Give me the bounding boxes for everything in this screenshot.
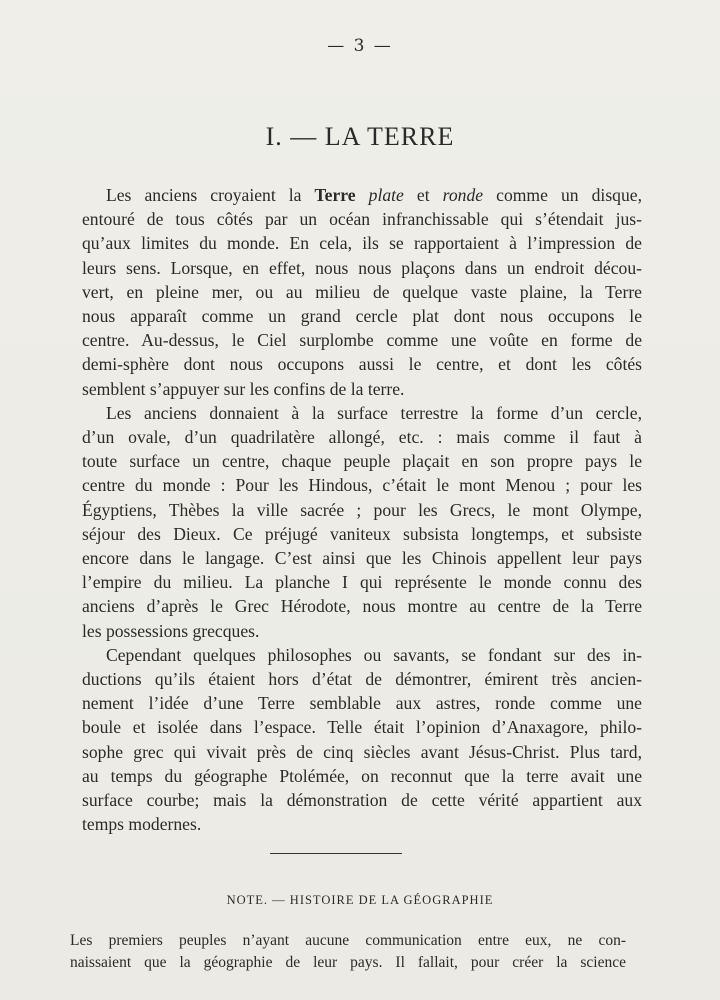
- paragraph-line: vert, en pleine mer, ou au milieu de quelque vaste plaine, la Terre: [82, 281, 642, 302]
- paragraph-line: sophe grec qui vivait près de cinq siècles avant Jésus-Christ. Plus tard,: [82, 741, 642, 762]
- paragraph-line: l’empire du milieu. La planche I qui représente le monde connu des: [82, 572, 642, 593]
- paragraph-line: au temps du géographe Ptolémée, on reconnut que la terre avait une: [82, 765, 642, 786]
- paragraph-line: demi-sphère dont nous occupons aussi le centre, et dont les côtés: [82, 354, 642, 375]
- paragraph-line: boule et isolée dans l’espace. Telle était l’opinion d’Anaxagore, philo-: [82, 717, 642, 738]
- page-number: — 3 —: [327, 36, 393, 56]
- note-text: [70, 930, 626, 974]
- paragraph-line: Cependant quelques philosophes ou savants, se fondant sur des in-: [106, 644, 642, 665]
- section-divider: [270, 853, 402, 854]
- paragraph-line: centre. Au-dessus, le Ciel surplombe comme une voûte en forme de: [82, 330, 642, 351]
- paragraph-line: séjour des Dieux. Ce préjugé vaniteux subsista longtemps, et subsiste: [82, 523, 642, 544]
- chapter-title: I. — LA TERRE: [265, 122, 455, 151]
- paragraph-line: leurs sens. Lorsque, en effet, nous nous plaçons dans un endroit décou-: [82, 257, 642, 278]
- italic-term: ronde: [442, 185, 484, 205]
- paragraph-line: Les anciens donnaient à la surface terrestre la forme d’un cercle,: [106, 402, 642, 423]
- paragraph-line: surface courbe; mais la démonstration de cette vérité appartient aux: [82, 790, 642, 811]
- paragraph-line: temps modernes.: [82, 814, 202, 835]
- note-line: Les premiers peuples n’ayant aucune communication entre eux, ne con-: [70, 932, 626, 949]
- paragraph-line: entouré de tous côtés par un océan infranchissable qui s’étendait jus-: [82, 209, 642, 230]
- paragraph-line: toute surface un centre, chaque peuple plaçait en son propre pays le: [82, 451, 642, 472]
- paragraph-line: d’un ovale, d’un quadrilatère allongé, etc. : mais comme il faut à: [82, 427, 642, 448]
- paragraph-line: les possessions grecques.: [82, 620, 260, 641]
- paragraph-line: anciens d’après le Grec Hérodote, nous montre au centre de la Terre: [82, 596, 642, 617]
- bold-term: Terre: [314, 185, 356, 205]
- paragraph-1: [82, 183, 642, 207]
- paragraph-line: Égyptiens, Thèbes la ville sacrée ; pour les Grecs, le mont Olympe,: [82, 499, 642, 520]
- inline-text: comme un disque,: [496, 185, 642, 205]
- paragraph-line: ductions qu’ils étaient hors d’état de démontrer, émirent très ancien-: [82, 669, 642, 690]
- paragraph-line: Les anciens croyaient la Terre plate et ronde comme un disque,: [106, 185, 642, 205]
- note-line: naissaient que la géographie de leur pays. Il fallait, pour créer la science: [70, 954, 626, 971]
- paragraph-1-cont: [82, 207, 642, 401]
- paragraph-3: [82, 643, 642, 837]
- italic-term: plate: [368, 185, 404, 205]
- paragraph-line: semblent s’appuyer sur les confins de la terre.: [82, 378, 405, 399]
- paragraph-line: centre du monde : Pour les Hindous, c’était le mont Menou ; pour les: [82, 475, 642, 496]
- paragraph-2: [82, 401, 642, 643]
- paragraph-line: nement l’idée d’une Terre semblable aux astres, ronde comme une: [82, 693, 642, 714]
- paragraph-line: nous apparaît comme un grand cercle plat dont nous occupons le: [82, 306, 642, 327]
- inline-text: et: [416, 185, 430, 205]
- body-text: [82, 183, 642, 836]
- paragraph-line: encore dans le langage. C’est ainsi que les Chinois appellent leur pays: [82, 548, 642, 569]
- note-heading: NOTE. — HISTOIRE DE LA GÉOGRAPHIE: [226, 893, 494, 907]
- paragraph-line: qu’aux limites du monde. En cela, ils se rapportaient à l’impression de: [82, 233, 642, 254]
